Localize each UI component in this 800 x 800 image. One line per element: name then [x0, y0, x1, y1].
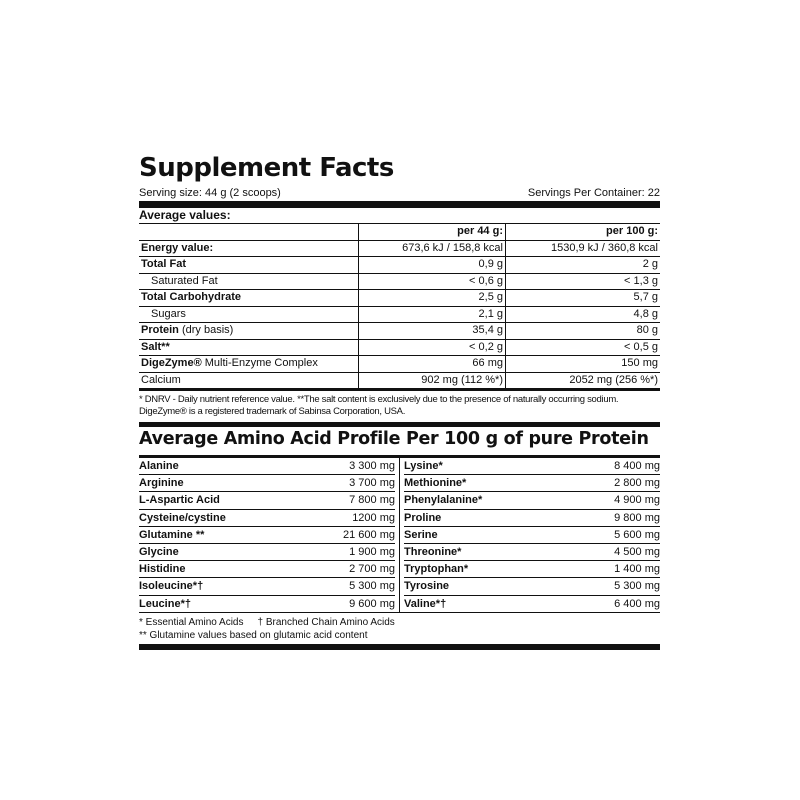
amino-row [139, 596, 395, 612]
nutrient-value-per-serving: 2,5 g [359, 290, 506, 307]
nutrient-name-extra: Multi-Enzyme Complex [201, 357, 318, 370]
amino-value: 9 800 mg [614, 511, 660, 524]
amino-name: Methionine* [404, 477, 467, 490]
amino-name: Glutamine ** [139, 528, 205, 541]
amino-value: 3 700 mg [349, 477, 395, 490]
trademark-note: DigeZyme® is a registered trademark of Sabinsa Corporation, USA. [139, 406, 406, 417]
nutrient-value-per-100g: 2 g [506, 257, 661, 274]
essential-amino-note: * Essential Amino Acids [139, 616, 244, 628]
nutrient-value-per-100g: < 1,3 g [506, 273, 661, 290]
nutrient-row [139, 372, 660, 388]
nutrient-value-per-100g: 150 mg [506, 356, 661, 373]
nutrient-value-per-serving: 2,1 g [359, 306, 506, 323]
nutrient-value-per-100g: 4,8 g [506, 306, 661, 323]
amino-value: 21 600 mg [343, 528, 395, 541]
serving-info [139, 186, 660, 200]
nutrient-row [139, 306, 660, 323]
amino-profile-title: Average Amino Acid Profile Per 100 g of pure Protein [139, 429, 649, 449]
serving-size: Serving size: 44 g (2 scoops) [139, 187, 281, 199]
nutrient-name-extra: Sugars [151, 307, 186, 320]
divider-bottom [139, 644, 660, 650]
amino-name: Glycine [139, 545, 179, 558]
amino-name: Cysteine/cystine [139, 511, 226, 524]
amino-row [139, 527, 395, 544]
amino-name: Tyrosine [404, 580, 450, 593]
nutrient-name: DigeZyme® [141, 357, 202, 370]
nutrient-value-per-serving: < 0,6 g [359, 273, 506, 290]
amino-name: Serine [404, 528, 438, 541]
nutrition-header-row [139, 224, 660, 240]
amino-name: Alanine [139, 460, 179, 472]
nutrition-table [139, 224, 660, 388]
nutrient-name-extra: Saturated Fat [151, 274, 218, 287]
nutrient-value-per-100g: < 0,5 g [506, 339, 661, 356]
nutrient-name-extra: Calcium [141, 373, 181, 386]
amino-row [139, 458, 395, 475]
nutrient-value-per-100g: 80 g [506, 323, 661, 340]
column-header-per-serving: per 44 g: [359, 224, 506, 240]
amino-row [404, 527, 660, 544]
amino-value: 8 400 mg [614, 460, 660, 472]
amino-row [404, 510, 660, 527]
nutrient-name: Salt** [141, 340, 170, 353]
amino-value: 2 800 mg [614, 477, 660, 490]
amino-value: 5 300 mg [349, 580, 395, 593]
nutrient-value-per-100g: 2052 mg (256 %*) [506, 372, 661, 388]
amino-value: 1 900 mg [349, 545, 395, 558]
nutrient-value-per-serving: 35,4 g [359, 323, 506, 340]
amino-row [139, 544, 395, 561]
amino-row [404, 561, 660, 578]
nutrient-row [139, 323, 660, 340]
amino-value: 4 500 mg [614, 545, 660, 558]
amino-acid-grid [139, 455, 660, 613]
amino-name: Phenylalanine* [404, 494, 483, 507]
amino-name: Proline [404, 511, 442, 524]
servings-per-container: Servings Per Container: 22 [527, 187, 660, 199]
amino-row [139, 561, 395, 578]
supplement-facts-panel [139, 152, 660, 650]
amino-row [404, 475, 660, 492]
amino-value: 2 700 mg [349, 563, 395, 576]
nutrition-notes [139, 391, 660, 422]
nutrient-row [139, 290, 660, 307]
amino-footnotes [139, 613, 660, 642]
bcaa-note: † Branched Chain Amino Acids [257, 616, 395, 628]
amino-value: 9 600 mg [349, 597, 395, 610]
amino-value: 5 300 mg [614, 580, 660, 593]
nutrient-row [139, 339, 660, 356]
amino-value: 5 600 mg [614, 528, 660, 541]
nutrient-value-per-100g: 5,7 g [506, 290, 661, 307]
nutrient-row [139, 356, 660, 373]
amino-row [139, 578, 395, 595]
nutrient-value-per-serving: 673,6 kJ / 158,8 kcal [359, 240, 506, 257]
amino-row [404, 544, 660, 561]
amino-name: Isoleucine*† [139, 580, 204, 593]
nutrient-row [139, 273, 660, 290]
amino-name: Valine*† [404, 597, 447, 610]
nutrient-name: Protein [141, 324, 179, 337]
amino-value: 3 300 mg [349, 460, 395, 472]
amino-column-right [400, 458, 660, 612]
amino-name: Lysine* [404, 460, 443, 472]
amino-row [139, 492, 395, 509]
average-values-heading: Average values: [139, 208, 660, 224]
amino-name: Tryptophan* [404, 563, 469, 576]
column-header-per-100g: per 100 g: [506, 224, 661, 240]
nutrient-row [139, 240, 660, 257]
amino-name: Threonine* [404, 545, 462, 558]
glutamine-note: ** Glutamine values based on glutamic acid content [139, 629, 368, 641]
amino-value: 1 400 mg [614, 563, 660, 576]
nutrient-value-per-serving: 0,9 g [359, 257, 506, 274]
nutrient-name: Total Fat [141, 258, 187, 271]
amino-name: Arginine [139, 477, 184, 490]
nutrient-name: Energy value: [141, 241, 214, 254]
nutrient-name-extra: (dry basis) [178, 324, 234, 337]
amino-row [404, 492, 660, 509]
nutrient-value-per-serving: 902 mg (112 %*) [359, 372, 506, 388]
amino-row [404, 578, 660, 595]
amino-name: Leucine*† [139, 597, 191, 610]
nutrient-name: Total Carbohydrate [141, 291, 242, 304]
amino-value: 4 900 mg [614, 494, 660, 507]
nutrient-value-per-100g: 1530,9 kJ / 360,8 kcal [506, 240, 661, 257]
amino-value: 1200 mg [352, 511, 395, 524]
amino-value: 6 400 mg [614, 597, 660, 610]
nutrient-value-per-serving: 66 mg [359, 356, 506, 373]
amino-row [404, 458, 660, 475]
nutrient-value-per-serving: < 0,2 g [359, 339, 506, 356]
amino-row [404, 596, 660, 612]
nutrient-row [139, 257, 660, 274]
amino-value: 7 800 mg [349, 494, 395, 507]
amino-row [139, 475, 395, 492]
divider-thick [139, 201, 660, 208]
panel-title: Supplement Facts [139, 153, 394, 183]
amino-name: Histidine [139, 563, 186, 576]
amino-column-left [139, 458, 400, 612]
dnrv-note: * DNRV - Daily nutrient reference value. **The salt content is exclusively due to the presence of naturally occurring sodium. [139, 394, 619, 405]
amino-row [139, 510, 395, 527]
amino-name: L-Aspartic Acid [139, 494, 220, 507]
